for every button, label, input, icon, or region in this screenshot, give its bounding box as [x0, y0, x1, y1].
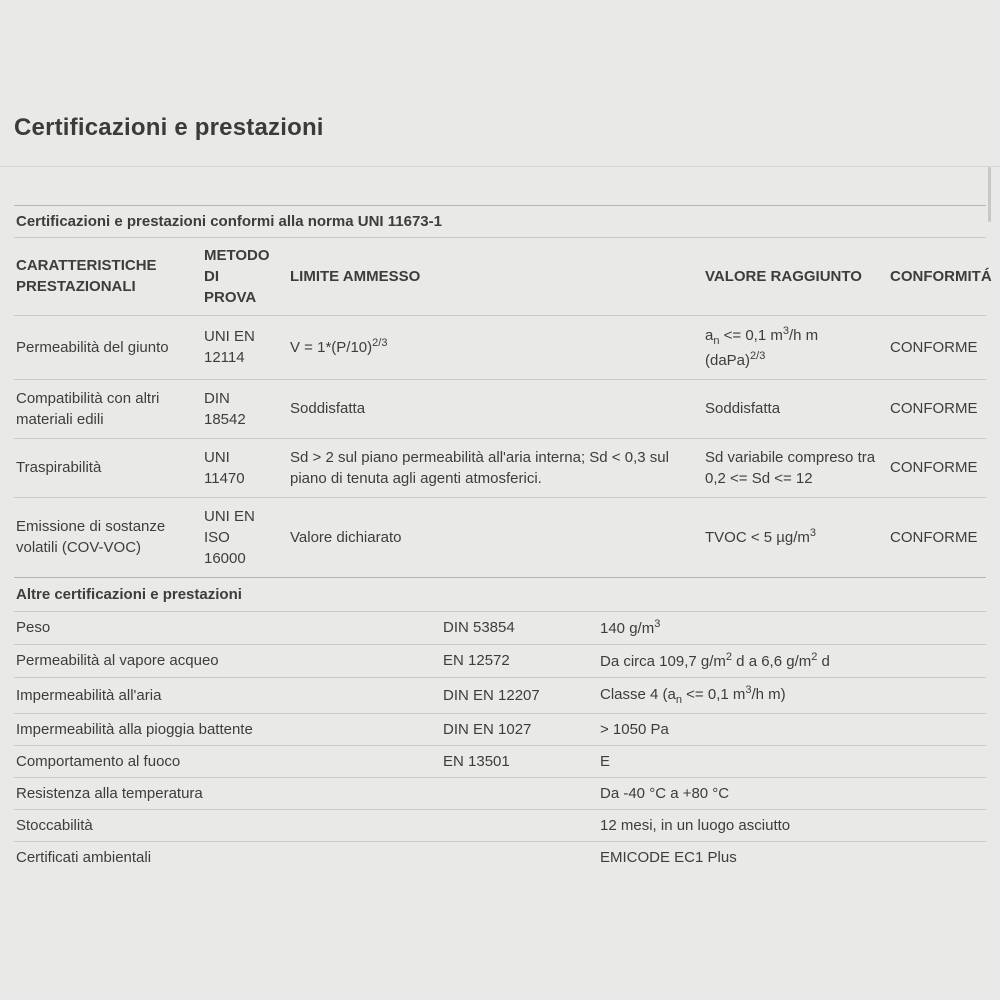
scrollbar-thumb[interactable] [988, 167, 991, 222]
cell-characteristic: Permeabilità al vapore acqueo [16, 652, 219, 670]
table-row [14, 810, 986, 842]
column-header-conformity: CONFORMITÁ [890, 267, 992, 285]
table-row [14, 678, 986, 714]
uni-table-header-row [14, 238, 992, 316]
table-row [14, 498, 986, 577]
cell-characteristic: Impermeabilità all'aria [16, 687, 162, 705]
cell-conformity: CONFORME [890, 528, 978, 546]
title-divider [0, 166, 1000, 167]
table-row [14, 778, 986, 810]
table-row [14, 746, 986, 778]
cell-conformity: CONFORME [890, 400, 978, 418]
cell-limit: Sd > 2 sul piano permeabilità all'aria interna; Sd < 0,3 sul piano di tenuta agli agenti atmosferici. [290, 448, 669, 487]
cell-characteristic: Emissione di sostanze volatili (COV-VOC) [16, 518, 166, 557]
cell-conformity: CONFORME [890, 459, 978, 477]
cell-value: Da -40 °C a +80 °C [600, 785, 730, 803]
cell-method: DIN 18542 [204, 389, 246, 428]
table-row [14, 645, 986, 678]
cell-characteristic: Comportamento al fuoco [16, 753, 181, 771]
cell-value: 12 mesi, in un luogo asciutto [600, 817, 791, 835]
cell-value: TVOC < 5 $\mu g/m^3$ [705, 527, 817, 547]
table-row [14, 842, 986, 873]
cell-method: DIN EN 12207 [443, 687, 540, 705]
uni-table-section-header: Certificazioni e prestazioni conformi alla norma UNI 11673-1 [14, 205, 986, 238]
cell-method: UNI 11470 [204, 448, 245, 487]
page-title: Certificazioni e prestazioni [14, 114, 324, 141]
column-header-method: METODO DI PROVA [204, 246, 270, 306]
cell-method: DIN 53854 [443, 619, 515, 637]
cell-method: UNI EN ISO 16000 [204, 507, 255, 567]
column-header-limit: LIMITE AMMESSO [290, 267, 421, 285]
cell-value: Classe 4 ($a_n <= 0,1$ $m^3/h$ m) [600, 683, 786, 706]
cell-value: Sd variabile compreso tra 0,2 <= Sd <= 12 [705, 448, 876, 487]
column-header-characteristic: CARATTERISTICHE PRESTAZIONALI [16, 257, 157, 296]
cell-value: EMICODE EC1 Plus [600, 849, 737, 867]
cell-method: UNI EN 12114 [204, 328, 255, 367]
cell-characteristic: Peso [16, 619, 51, 637]
uni-table [14, 205, 992, 577]
cell-method: DIN EN 1027 [443, 721, 532, 739]
table-row [14, 439, 986, 498]
cell-characteristic: Stoccabilità [16, 817, 93, 835]
cell-value: E [600, 753, 611, 771]
cell-characteristic: Traspirabilità [16, 459, 102, 477]
cell-characteristic: Compatibilità con altri materiali edili [16, 389, 160, 428]
cell-value: > 1050 Pa [600, 721, 669, 739]
cell-limit: Valore dichiarato [290, 528, 402, 546]
cell-value: Soddisfatta [705, 400, 781, 418]
column-header-value: VALORE RAGGIUNTO [705, 267, 862, 285]
cell-characteristic: Resistenza alla temperatura [16, 785, 203, 803]
cell-limit: Soddisfatta [290, 400, 366, 418]
cell-value: 140 $g/m^3$ [600, 617, 661, 637]
table-row [14, 380, 986, 439]
cell-method: EN 12572 [443, 652, 510, 670]
table-row [14, 316, 986, 380]
other-table-section-header: Altre certificazioni e prestazioni [14, 577, 986, 612]
table-row [14, 714, 986, 746]
cell-characteristic: Permeabilità del giunto [16, 338, 169, 356]
cell-characteristic: Impermeabilità alla pioggia battente [16, 721, 253, 739]
other-table [14, 577, 986, 873]
cell-characteristic: Certificati ambientali [16, 849, 152, 867]
table-row [14, 612, 986, 645]
cell-limit: $V = 1*(P/10)^{2/3}$ [290, 337, 388, 357]
cell-conformity: CONFORME [890, 338, 978, 356]
cell-value: $a_n <= 0,1$ $m^3/h$ m (daPa)$^{2/3}$ [705, 324, 819, 369]
cell-value: Da circa 109,7 $g/m^2$ d a 6,6 $g/m^2$ d [600, 650, 830, 670]
cell-method: EN 13501 [443, 753, 510, 771]
certifications-tables [14, 205, 992, 874]
